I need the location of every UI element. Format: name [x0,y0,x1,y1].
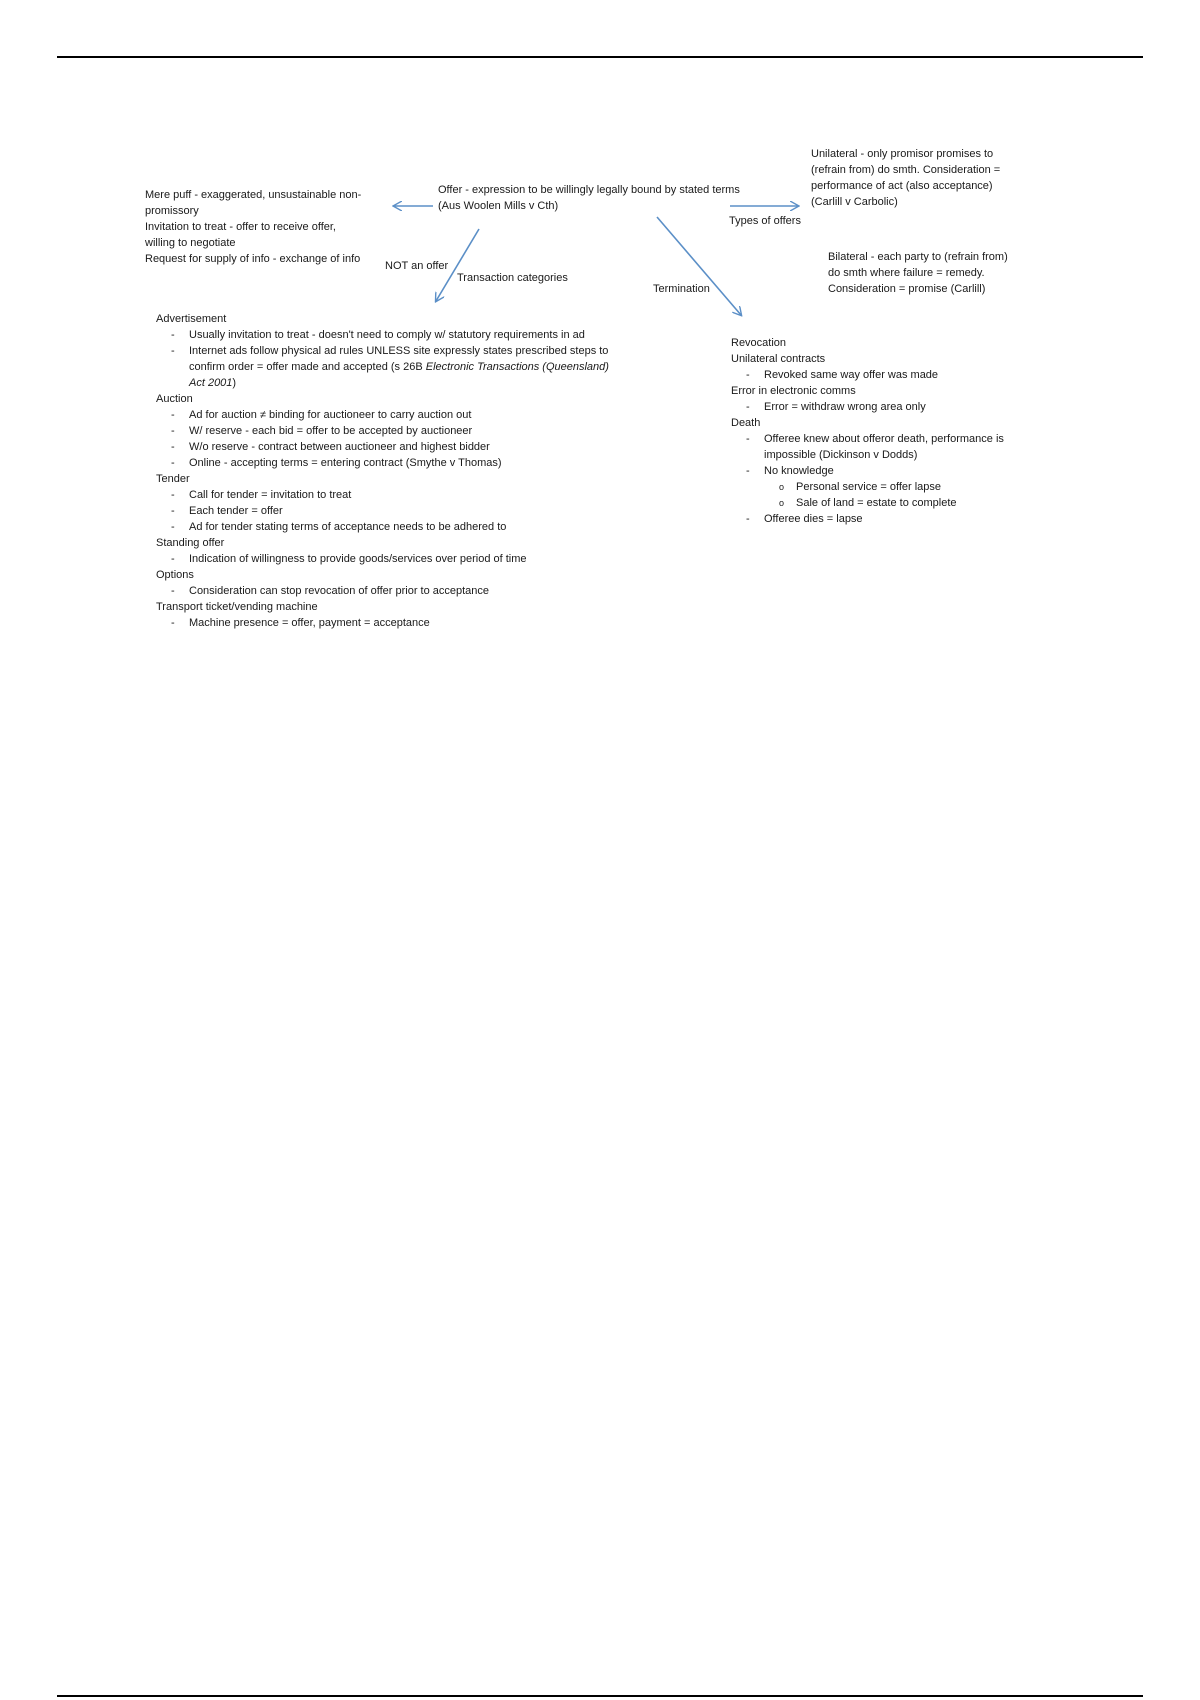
bilateral-offer-node [828,249,1008,297]
termination-node [731,335,1004,527]
death-heading: Death [731,417,761,429]
transaction-categories-node [156,311,609,631]
list-item: - Internet ads follow physical ad rules UNLESS site expressly states prescribed steps to confirm order = offer made and accepted (s 26B Electronic Transactions (Queensland) Act 2001) [156,343,609,391]
unilateral-contracts-list [731,367,1004,383]
termination-label: Termination [653,283,710,295]
list-item: - Ad for auction ≠ binding for auctioneer to carry auction out [156,407,609,423]
list-item: - Call for tender = invitation to treat [156,487,609,503]
list-item: - Revoked same way offer was made [731,367,1004,383]
types-of-offers-label: Types of offers [729,215,801,227]
tender-list [156,487,609,535]
unilateral-line: (refrain from) do smth. Consideration = [811,164,1001,176]
list-item: - Each tender = offer [156,503,609,519]
list-item: - No knowledge [731,463,1004,479]
list-item: o Personal service = offer lapse [731,479,1004,495]
unilateral-contracts-heading: Unilateral contracts [731,353,826,365]
advertisement-list [156,327,609,391]
list-item: - Usually invitation to treat - doesn't need to comply w/ statutory requirements in ad [156,327,609,343]
list-item: - Offeree dies = lapse [731,511,1004,527]
not-an-offer-label: NOT an offer [385,260,449,272]
options-heading: Options [156,569,194,581]
tender-heading: Tender [156,473,190,485]
not-offer-line: Invitation to treat - offer to receive offer, [145,221,336,233]
not-an-offer-node [145,187,361,267]
offer-node [438,182,740,214]
bilateral-line: do smth where failure = remedy. [828,267,985,279]
error-heading: Error in electronic comms [731,385,856,397]
bilateral-line: Consideration = promise (Carlill) [828,283,986,295]
not-offer-line: Request for supply of info - exchange of info [145,253,361,265]
offer-case: (Aus Woolen Mills v Cth) [438,200,559,212]
bilateral-line: Bilateral - each party to (refrain from) [828,251,1008,263]
unilateral-offer-node [811,146,1000,210]
transport-list [156,615,609,631]
standing-offer-list [156,551,609,567]
not-offer-line: willing to negotiate [145,237,236,249]
unilateral-line: (Carlill v Carbolic) [811,196,898,208]
options-list [156,583,609,599]
list-item: o Sale of land = estate to complete [731,495,1004,511]
standing-offer-heading: Standing offer [156,537,225,549]
auction-heading: Auction [156,393,193,405]
list-item: - Ad for tender stating terms of acceptance needs to be adhered to [156,519,609,535]
death-list-tail [731,511,1004,527]
not-offer-line: Mere puff - exaggerated, unsustainable non- [145,189,362,201]
not-offer-line: promissory [145,205,199,217]
list-item: - W/o reserve - contract between auctioneer and highest bidder [156,439,609,455]
arrow-to-termination [657,217,741,315]
list-item: - Online - accepting terms = entering contract (Smythe v Thomas) [156,455,609,471]
offer-definition: Offer - expression to be willingly legally bound by stated terms [438,184,740,196]
no-knowledge-sublist [731,479,1004,511]
list-item: - W/ reserve - each bid = offer to be accepted by auctioneer [156,423,609,439]
list-item: - Consideration can stop revocation of offer prior to acceptance [156,583,609,599]
list-item: - Error = withdraw wrong area only [731,399,1004,415]
advertisement-heading: Advertisement [156,313,227,325]
list-item: - Indication of willingness to provide goods/services over period of time [156,551,609,567]
death-list [731,431,1004,479]
list-item: - Offeree knew about offeror death, performance is impossible (Dickinson v Dodds) [731,431,1004,463]
unilateral-line: performance of act (also acceptance) [811,180,993,192]
revocation-heading: Revocation [731,337,787,349]
transaction-categories-label: Transaction categories [457,272,568,284]
list-item: - Machine presence = offer, payment = acceptance [156,615,609,631]
transport-heading: Transport ticket/vending machine [156,601,318,613]
unilateral-line: Unilateral - only promisor promises to [811,148,994,160]
error-list [731,399,1004,415]
auction-list [156,407,609,471]
